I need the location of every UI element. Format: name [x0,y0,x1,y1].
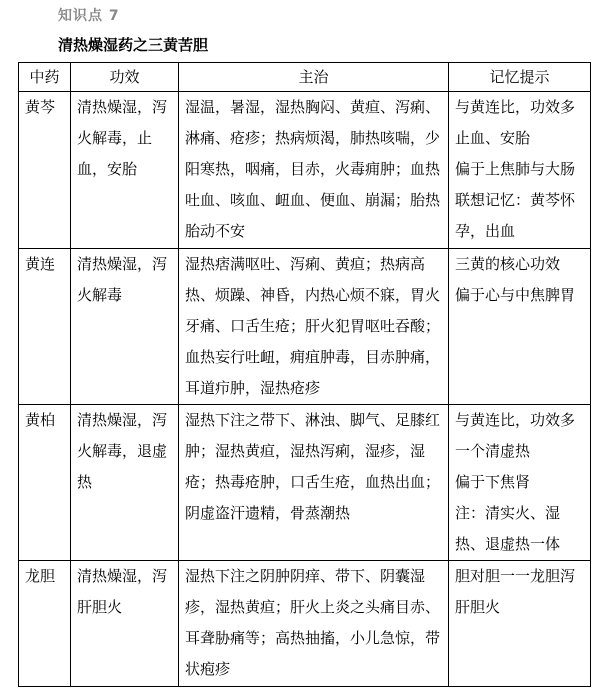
herb-name: 龙胆 [19,561,71,687]
herb-memo [449,405,591,561]
header-herb: 中药 [19,63,71,92]
table-row [19,405,591,561]
herb-effect: 清热燥湿，泻肝胆火 [71,561,179,687]
herb-name: 黄柏 [19,405,71,561]
memo-line: 胆对胆一一龙胆泻肝胆火 [455,567,576,616]
herb-effect: 清热燥湿，泻火解毒，退虚热 [71,405,179,561]
header-effect: 功效 [71,63,179,92]
herb-indications: 湿热下注之阴肿阴痒、带下、阴囊湿疹，湿热黄疸；肝火上炎之头痛目赤、耳聋胁痛等；高热抽搐，小儿急惊，带状疱疹 [179,561,449,687]
herb-name: 黄连 [19,249,71,405]
table-row [19,249,591,405]
section-heading: 知识点 7 [58,8,120,24]
herb-memo [449,92,591,249]
memo-line: 注：清实火、湿热、退虚热一体 [455,504,561,553]
herb-effect: 清热燥湿，泻火解毒 [71,249,179,405]
header-memo: 记忆提示 [449,63,591,92]
memo-line: 三黄的核心功效 [455,255,561,273]
herb-indications: 湿热痞满呕吐、泻痢、黄疸；热病高热、烦躁、神昏，内热心烦不寐，胃火牙痛、口舌生疮；肝火犯胃呕吐吞酸；血热妄行吐衄，痈疽肿毒，目赤肿痛，耳道疖肿，湿热疮疹 [179,249,449,405]
page-title: 清热燥湿药之三黄苦胆 [58,36,209,54]
table-row [19,561,591,687]
herb-effect: 清热燥湿，泻火解毒，止血，安胎 [71,92,179,249]
table-header-row [19,63,591,92]
memo-line: 偏于上焦肺与大肠 [455,160,576,178]
herb-memo [449,249,591,405]
header-indications: 主治 [179,63,449,92]
herb-indications: 湿温，暑湿，湿热胸闷、黄疸、泻痢、淋痛、疮疹；热病烦渴，肺热咳喘，少阳寒热，咽痛，目赤，火毒痈肿；血热吐血、咳血、衄血、便血、崩漏；胎热胎动不安 [179,92,449,249]
memo-line: 与黄连比，功效多一个清虚热 [455,411,576,460]
herb-name: 黄芩 [19,92,71,249]
memo-line: 与黄连比，功效多止血、安胎 [455,98,576,147]
memo-line: 偏于心与中焦脾胃 [455,286,576,304]
memo-line: 偏于下焦肾 [455,473,531,491]
memo-line: 联想记忆：黄芩怀孕，出血 [455,191,576,240]
herb-table [18,62,591,687]
herb-indications: 湿热下注之带下、淋浊、脚气、足膝红肿；湿热黄疸，湿热泻痢，湿疹，湿疮；热毒疮肿，口舌生疮，血热出血；阴虚盗汗遗精，骨蒸潮热 [179,405,449,561]
herb-memo [449,561,591,687]
table-row [19,92,591,249]
